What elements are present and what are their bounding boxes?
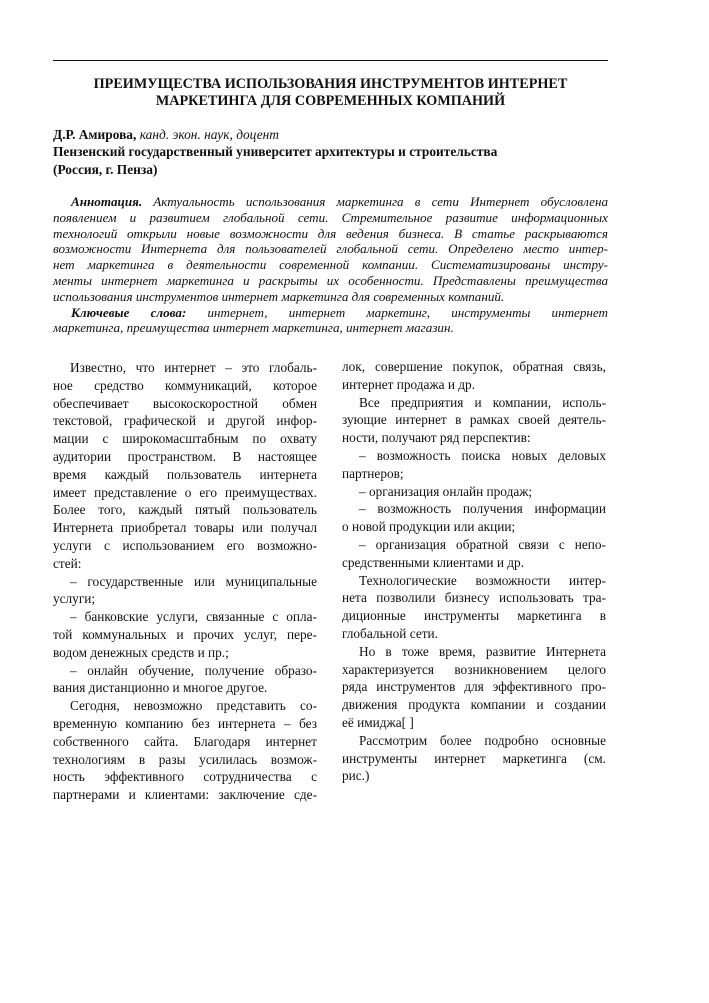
keywords-line: Ключевые слова: интернет, интернет маркетинг, инструменты интернет — [71, 304, 609, 320]
text-line: Технологические возможности интер- — [359, 572, 606, 588]
text-line: лок, совершение покупок, обратная связь, — [342, 359, 606, 374]
author-name: Д.Р. Амирова, — [53, 127, 137, 142]
text-line: диционные инструменты маркетинга в — [342, 608, 606, 624]
text-line: ряда инструментов для эффективного про- — [342, 679, 606, 695]
text-line: текстовой, графической и другой инфор- — [53, 413, 317, 429]
text-line: обеспечивает высокоскоростной обмен — [53, 395, 317, 411]
text-line: нета позволили бизнесу использовать тра- — [342, 590, 606, 606]
text-line: ности, получают ряд перспектив: — [342, 430, 531, 446]
text-line: – возможность получения информации — [359, 501, 606, 517]
text-line: услуги с использованием его возможно- — [53, 537, 317, 553]
body-column-left — [53, 359, 317, 804]
abstract-line: возможности Интернета для пользователей глобальной сети. Определено место интер- — [53, 241, 608, 257]
text-line: – онлайн обучение, получение образо- — [70, 662, 317, 678]
header-rule — [53, 60, 608, 61]
text-line: глобальной сети. — [342, 625, 438, 641]
author-location: (Россия, г. Пенза) — [53, 161, 158, 177]
text-line: Сегодня, невозможно представить со- — [70, 698, 317, 714]
abstract-label: Аннотация. — [71, 194, 143, 209]
text-line: – возможность поиска новых деловых — [359, 447, 606, 463]
article-title — [53, 76, 608, 110]
body-column-right — [342, 358, 606, 785]
text-line: о новой продукции или акции; — [342, 519, 516, 535]
text-line: мации с широкомасштабным по охвату — [53, 431, 317, 447]
text-line: водом денежных средств и пр.; — [53, 644, 229, 660]
text-line: Известно, что интернет – это глобаль- — [70, 360, 317, 375]
text-line: технологиям в разы усилилась возмож- — [53, 751, 317, 767]
abstract-line: использования инструментов интернет маркетинга для современных компаний. — [53, 288, 505, 304]
text-line: инструменты интернет маркетинга (см. — [342, 750, 606, 766]
text-line: Все предприятия и компании, исполь- — [359, 394, 606, 410]
text-line: характеризуется возникновением целого — [342, 661, 606, 677]
keywords-line: маркетинга, преимущества интернет маркетинга, интернет магазин. — [53, 320, 454, 336]
text-line: зующие интернет в рамках своей деятель- — [342, 412, 606, 428]
title-line: ПРЕИМУЩЕСТВА ИСПОЛЬЗОВАНИЯ ИНСТРУМЕНТОВ ИНТЕРНЕТ — [93, 76, 568, 92]
abstract-line: появлением и развитием глобальной сети. Стремительное развитие информационных — [53, 209, 608, 225]
author-degree: канд. экон. наук, доцент — [136, 127, 279, 142]
abstract-line: технологий открыли новые возможности для ведения бизнеса. В статье раскрываются — [53, 225, 608, 241]
title-line: МАРКЕТИНГА ДЛЯ СОВРЕМЕННЫХ КОМПАНИЙ — [155, 93, 506, 109]
text-line: собственного сайта. Благодаря интернет — [53, 733, 317, 749]
text-line: Интернета приобретал товары или получал — [53, 520, 317, 536]
text-line: – государственные или муниципальные — [70, 573, 317, 589]
text-line: её имиджа[ ] — [342, 714, 414, 730]
text-line: партнеров; — [342, 465, 404, 481]
text-line: – организация онлайн продаж; — [359, 483, 533, 499]
text-line: интернет продажа и др. — [342, 376, 476, 392]
text-line: Но в тоже время, развитие Интернета — [359, 643, 606, 659]
text-line: вания дистанционно и многое другое. — [53, 680, 268, 696]
text-line: движения продукта компании и создании — [342, 697, 606, 713]
text-line: временную компанию без интернета – без — [53, 715, 317, 731]
abstract-line: нет маркетинга в деятельности современной компании. Систематизированы инстру- — [53, 257, 608, 273]
text-line: Рассмотрим более подробно основные — [359, 732, 606, 748]
text-line: ность эффективного сотрудничества с — [53, 769, 317, 785]
text-line: стей: — [53, 555, 82, 571]
text-line: – организация обратной связи с непо- — [359, 536, 606, 552]
abstract-line: Аннотация. Актуальность использования маркетинга в сети Интернет обусловлена — [71, 194, 608, 209]
text-line: той коммунальных и прочих услуг, пере- — [53, 626, 317, 642]
abstract-line: менты интернет маркетинга и раскрыты их особенности. Представлены преимущества — [53, 272, 608, 288]
text-line: ное средство коммуникаций, которое — [53, 377, 317, 393]
text-line: партнерами и клиентами: заключение сде- — [53, 787, 317, 803]
author-line — [53, 126, 613, 143]
text-line: аудитории пространством. В настоящее — [53, 448, 317, 464]
text-line: имеет представление о его преимуществах. — [53, 484, 317, 500]
text-line: время каждый пользователь интернета — [53, 466, 317, 482]
abstract — [53, 194, 608, 336]
text-line: Более того, каждый пятый пользователь — [53, 502, 317, 518]
text-line: услуги; — [53, 591, 96, 607]
text-line: средственными клиентами и др. — [342, 554, 525, 570]
author-affiliation: Пензенский государственный университет архитектуры и строительства — [53, 144, 498, 160]
text-line: – банковские услуги, связанные с опла- — [70, 609, 317, 625]
text-line: рис.) — [342, 768, 370, 784]
keywords-label: Ключевые слова: — [71, 304, 187, 320]
author-block — [53, 126, 613, 178]
